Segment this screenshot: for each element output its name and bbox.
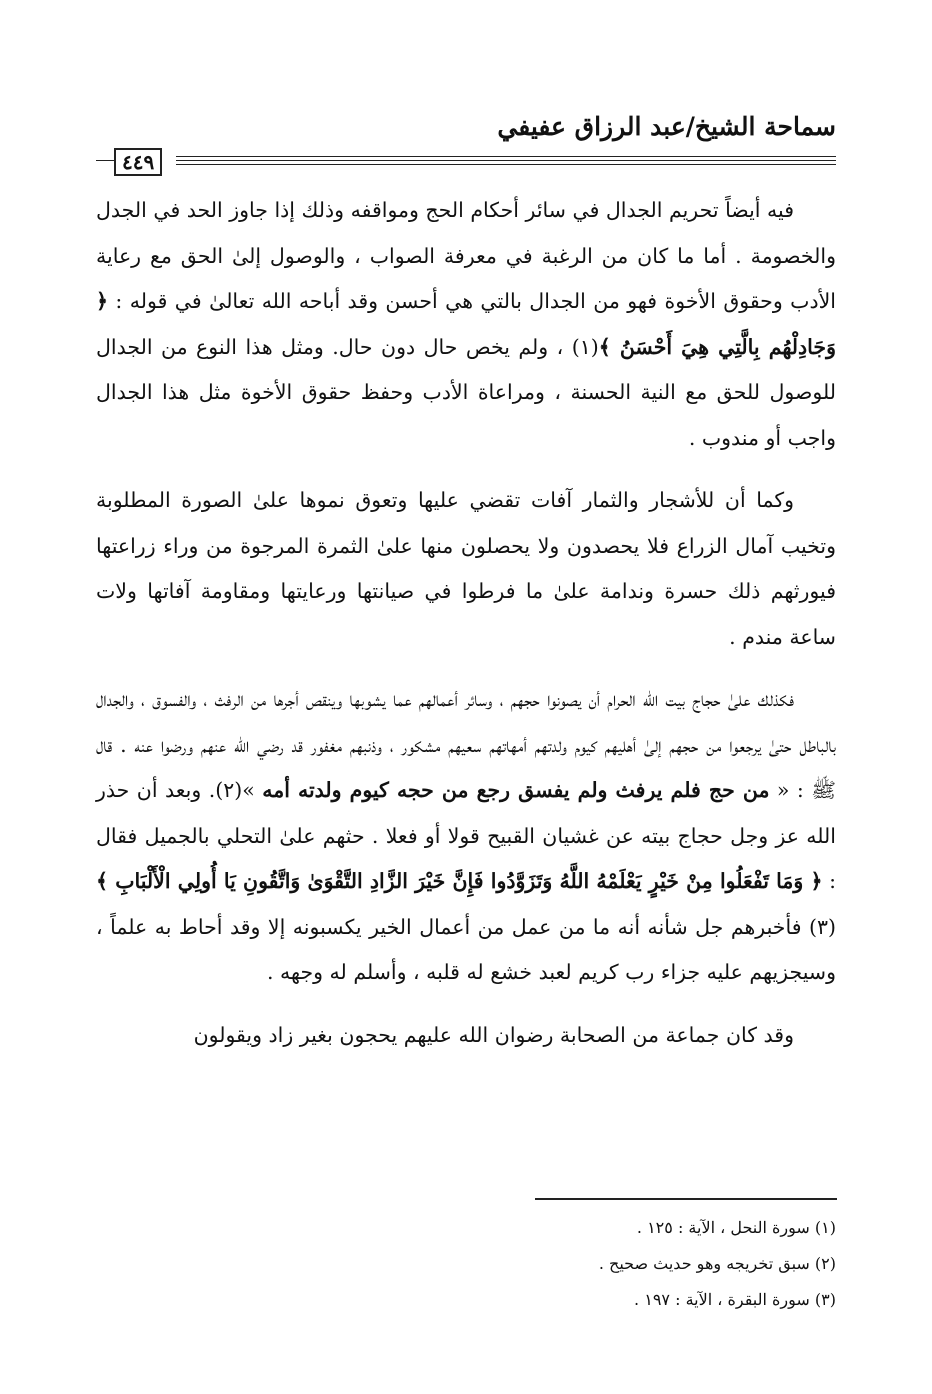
text-segment: وقد كان جماعة من الصحابة رضوان الله عليهم يحجون بغير زاد ويقولون bbox=[193, 1022, 794, 1047]
footnote-separator bbox=[535, 1198, 837, 1200]
paragraph-2 bbox=[96, 478, 836, 660]
text-segment: فكذلك علىٰ حجاج بيت الله الحرام أن يصونوا حجهم ، وسائر أعمالهم عما يشوبها وينقص أجرها من الرفث ، والفسوق ، والجدال بالباطل حتىٰ يرجعوا من حجهم إلىٰ أهليهم كيوم ولدتهم أمهاتهم سعيهم مشكور ، وذنبهم مغفور قد رضي الله عنهم ورضوا عنه . قال ﷺ : « bbox=[96, 687, 837, 802]
text-segment: وكما أن للأشجار والثمار آفات تقضي عليها وتعوق نموها علىٰ الصورة المطلوبة وتخيب آمال الزراع فلا يحصدون ولا يحصلون منها علىٰ الثمرة المرجوة من وراء زراعتها فيورثهم ذلك حسرة وندامة علىٰ ما فرطوا في صيانتها ورعايتها ومقاومة آفاتها ولات ساعة مندم . bbox=[96, 488, 836, 649]
quran-verse: ﴿ وَمَا تَفْعَلُوا مِنْ خَيْرٍ يَعْلَمْهُ اللَّهُ وَتَزَوَّدُوا فَإِنَّ خَيْرَ الزَّادِ التَّقْوَىٰ وَاتَّقُونِ يَا أُولِي الْأَلْبَابِ ﴾ bbox=[96, 869, 823, 893]
page-number: ٤٤٩ bbox=[114, 148, 162, 176]
footnote-2: (٢) سبق تخريجه وهو حديث صحيح . bbox=[598, 1254, 836, 1273]
header-rule bbox=[96, 150, 836, 172]
text-segment: (١) ، ولم يخص حال دون حال. ومثل هذا النوع من الجدال للوصول للحق مع النية الحسنة ، ومراعاة الأدب وحفظ حقوق الأخوة مثل هذا الجدال واجب أو مندوب . bbox=[96, 334, 836, 450]
page-header bbox=[96, 106, 836, 176]
text-segment: »(٢). وبعد أن حذر الله عز وجل حجاج بيته عن غشيان القبيح قولا أو فعلا . حثهم علىٰ التحلي بالجميل فقال : bbox=[96, 778, 836, 893]
paragraph-4 bbox=[96, 1013, 836, 1059]
running-title: سماحة الشيخ/عبد الرزاق عفيفي bbox=[497, 112, 836, 141]
header-rule-line bbox=[176, 164, 836, 165]
paragraph-3 bbox=[96, 677, 836, 996]
quran-verse: ﴿ وَجَادِلْهُم بِالَّتِي هِيَ أَحْسَنُ ﴾ bbox=[96, 289, 836, 359]
text-segment: فيه أيضاً تحريم الجدال في سائر أحكام الحج ومواقفه وذلك إذا جاوز الحد في الجدل والخصومة . أما ما كان من الرغبة في معرفة الصواب ، والوصول إلىٰ الحق مع رعاية الأدب وحقوق الأخوة فهو من الجدال بالتي هي أحسن وقد أباحه الله تعالىٰ في قوله : bbox=[96, 198, 836, 313]
header-rule-tail bbox=[96, 160, 116, 161]
hadith-quote: من حج فلم يرفث ولم يفسق رجع من حجه كيوم ولدته أمه bbox=[262, 778, 770, 802]
footnote-1: (١) سورة النحل ، الآية : ١٢٥ . bbox=[636, 1218, 836, 1237]
paragraph-1 bbox=[96, 188, 836, 461]
footnotes bbox=[96, 1210, 836, 1318]
header-rule-line bbox=[176, 160, 836, 161]
text-segment: (٣) فأخبرهم جل شأنه أنه ما من عمل من أعمال الخير يكسبونه إلا وقد أحاط به علماً ، وسيجزيهم عليه جزاء رب كريم لعبد خشع له قلبه ، وأسلم له وجهه . bbox=[96, 914, 836, 984]
body-text bbox=[96, 188, 836, 1058]
header-rule-line bbox=[176, 156, 836, 157]
footnote-3: (٣) سورة البقرة ، الآية : ١٩٧ . bbox=[634, 1290, 836, 1309]
